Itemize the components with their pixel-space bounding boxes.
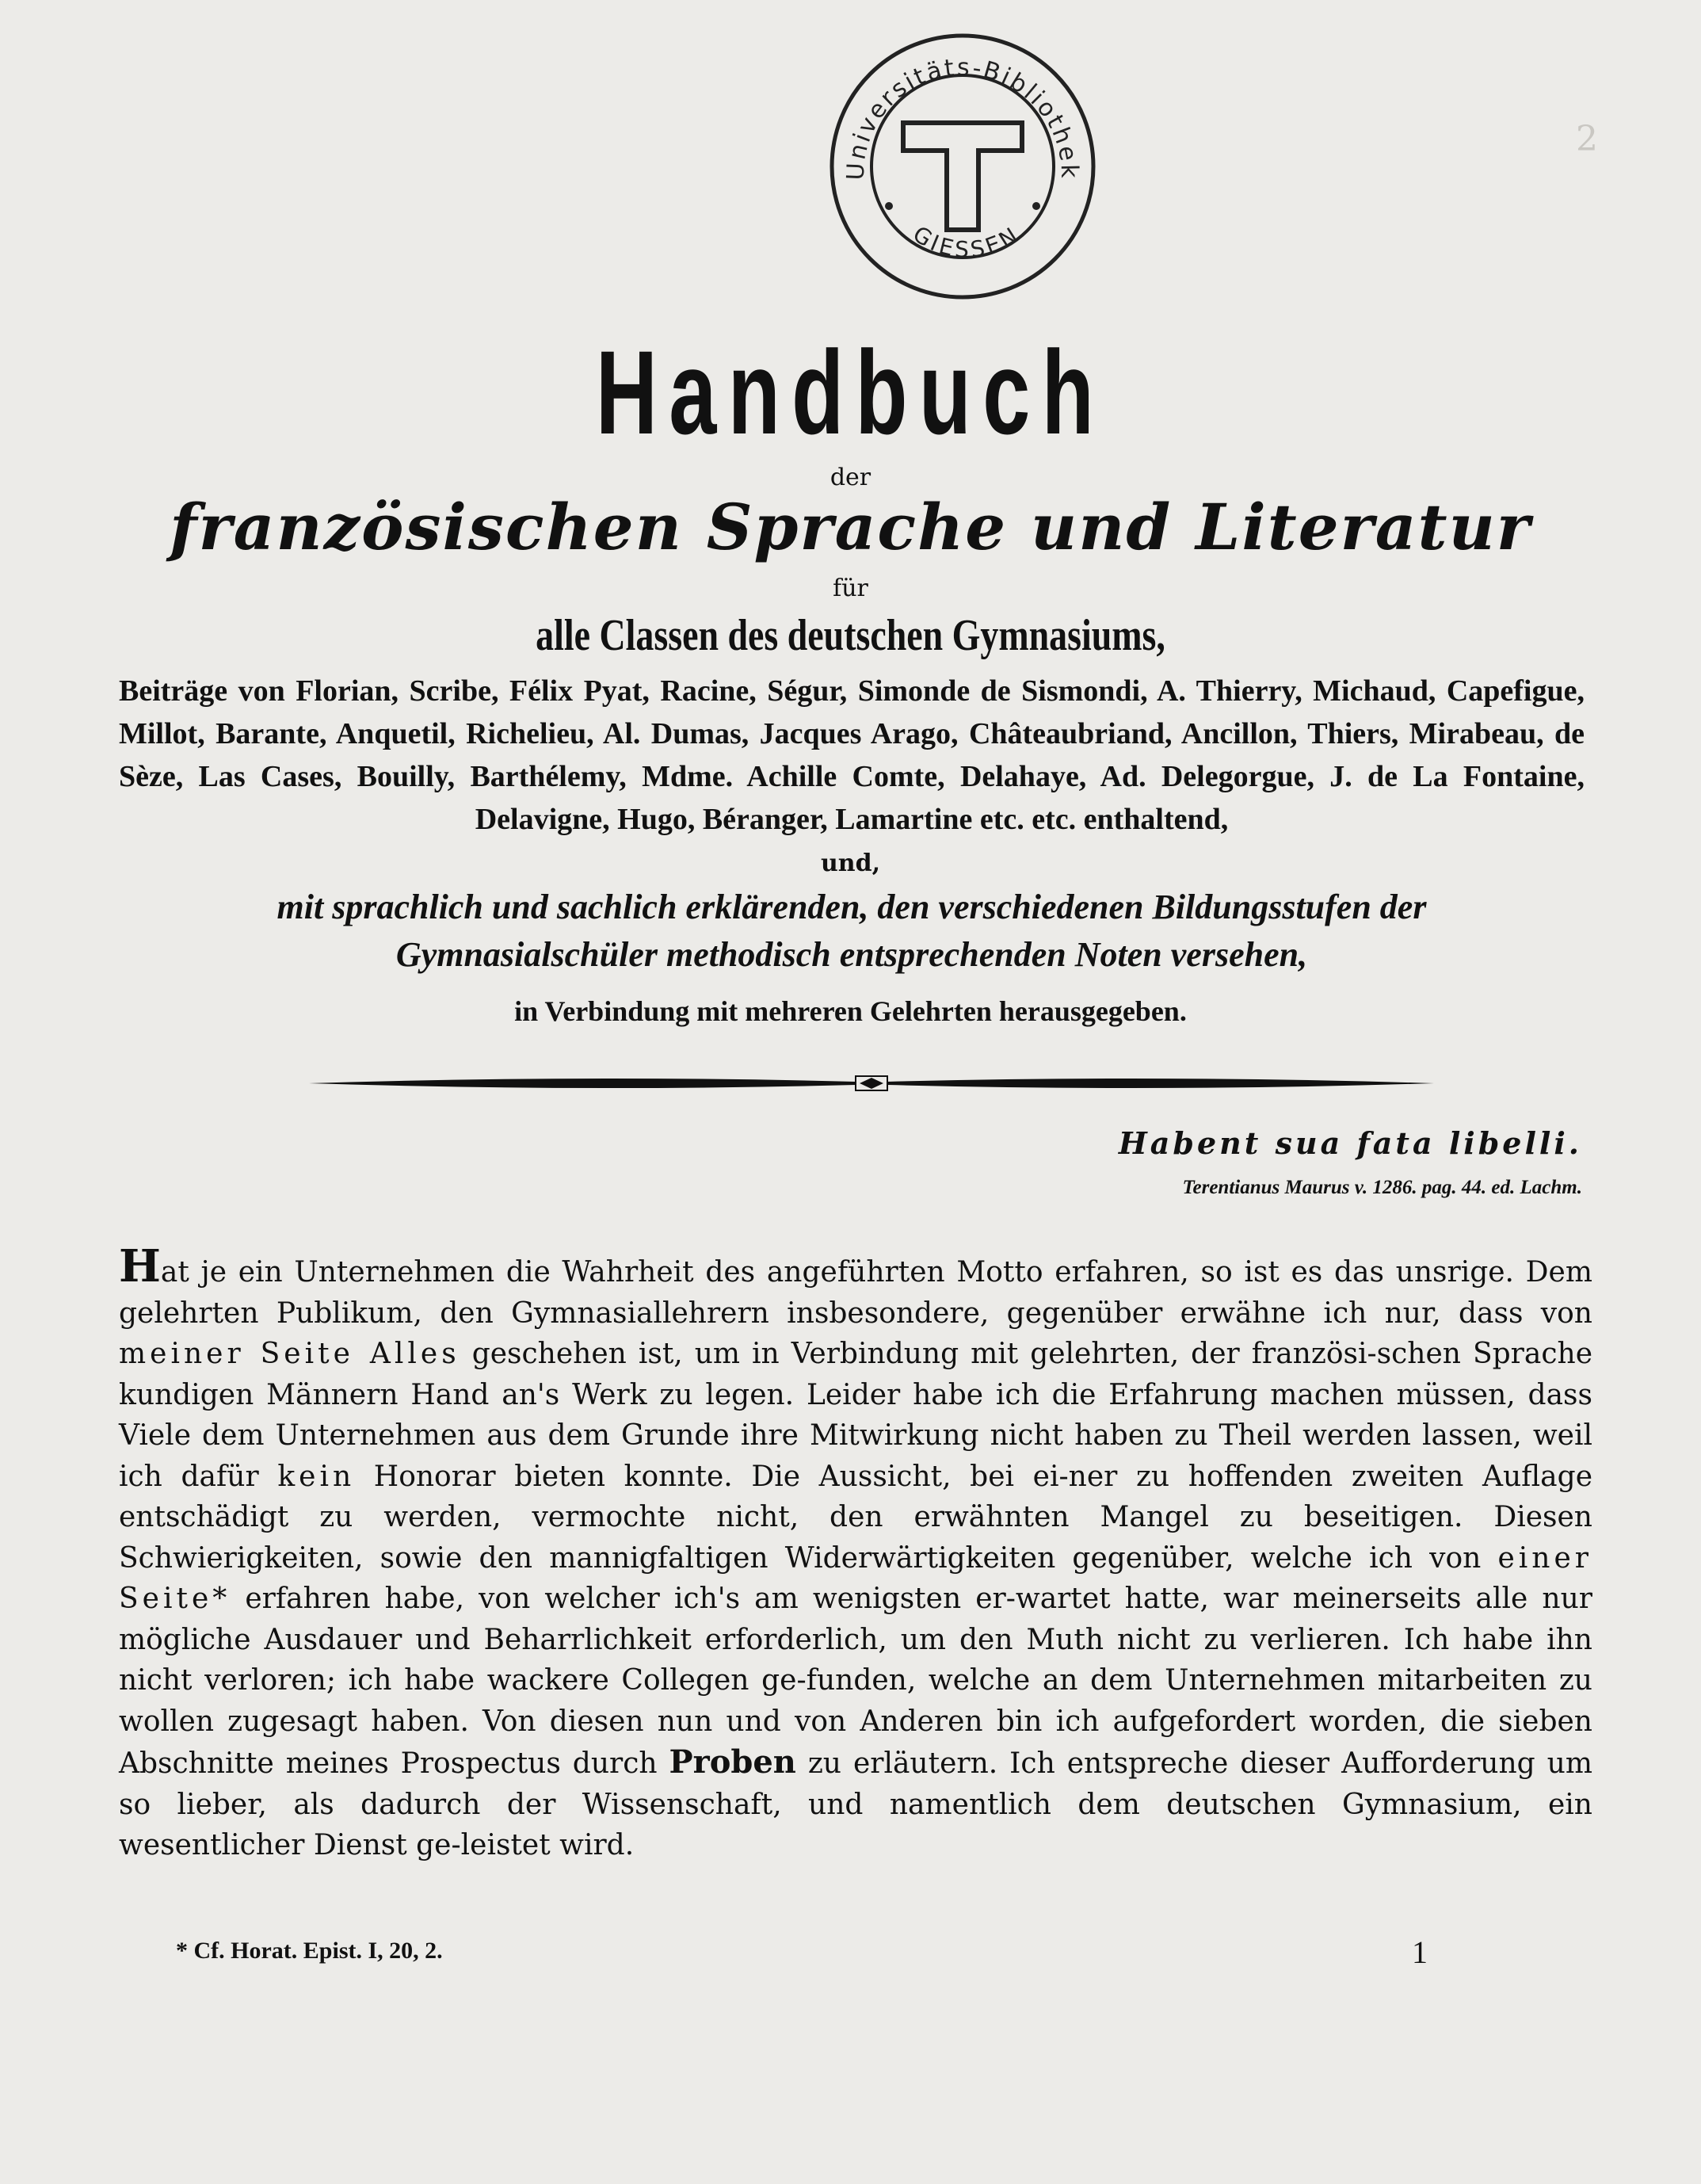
body-text-4: erfahren habe, von welcher ich's am wenigsten er-wartet hatte, war meinerseits alle nur mögliche Ausdauer und Beharrlichkeit erforderlich, um den Muth nicht zu verlieren. Ich habe ihn nicht verloren; ich habe wackere Collegen ge-funden, welche an dem Unternehmen mitarbeiten zu wollen zugesagt haben. Von diesen nun und von Anderen bin ich aufgefordert worden, die sieben Abschnitte meines Prospectus durch — [119, 1583, 1592, 1780]
body-text-3: Honorar bieten konnte. Die Aussicht, bei ei-ner zu hoffenden zweiten Auflage entschädigt zu werden, vermochte nicht, den erwähnten Mangel zu beseitigen. Diesen Schwierigkeiten, sowie den mannigfaltigen Widerwärtigkeiten gegenüber, welche ich von — [119, 1460, 1592, 1575]
audience-line: alle Classen des deutschen Gymnasiums, — [536, 611, 1165, 660]
notes-description: mit sprachlich und sachlich erklärenden, den verschiedenen Bildungsstufen der Gymnasialschüler methodisch entsprechenden Noten versehen, — [277, 888, 1427, 974]
editor-note: in Verbindung mit mehreren Gelehrten herausgegeben. — [514, 995, 1187, 1027]
title-connector-der: der — [830, 464, 871, 491]
stamp-seal-icon — [816, 16, 1109, 309]
page-title: Handbuch — [595, 326, 1106, 459]
corner-mark: 2 — [1576, 119, 1598, 159]
body-paragraph — [119, 1240, 1592, 1866]
ornament-divider-icon — [309, 1071, 1434, 1095]
connector-und: und, — [820, 850, 881, 877]
body-emphasis-4: Proben — [669, 1743, 796, 1781]
body-emphasis-1: meiner Seite Alles — [119, 1338, 460, 1370]
body-emphasis-3: einer Seite* — [119, 1541, 1592, 1615]
subtitle: französischen Sprache und Literatur — [170, 490, 1531, 564]
title-connector-fuer: für — [833, 575, 868, 602]
body-text-5: zu erläutern. Ich entspreche dieser Aufforderung um so lieber, als dadurch der Wissenschaft, und namentlich dem deutschen Gymnasium, ein wesentlicher Dienst ge-leistet wird. — [119, 1747, 1592, 1861]
page-number: 1 — [1412, 1934, 1428, 1970]
drop-cap: H — [119, 1240, 161, 1292]
body-text-2: geschehen ist, um in Verbindung mit gelehrten, der französi-schen Sprache kundigen Männern Hand an's Werk zu legen. Leider habe ich die Erfahrung machen müssen, dass Viele dem Unternehmen aus dem Grunde ihre Mitwirkung nicht haben zu Theil werden lassen, weil ich dafür — [119, 1338, 1592, 1493]
body-text-1: at je ein Unternehmen die Wahrheit des angeführten Motto erfahren, so ist es das unsrige. Dem gelehrten Publikum, den Gymnasiallehrern insbesondere, gegenüber erwähne ich nur, dass von — [119, 1256, 1592, 1330]
svg-text:GIESSEN: GIESSEN — [908, 220, 1025, 263]
motto-source: Terentianus Maurus v. 1286. pag. 44. ed. Lachm. — [1182, 1177, 1582, 1198]
footnote: * Cf. Horat. Epist. I, 20, 2. — [176, 1938, 443, 1964]
authors-list: Beiträge von Florian, Scribe, Félix Pyat, Racine, Ségur, Simonde de Sismondi, A. Thierry, Michaud, Capefigue, Millot, Barante, Anquetil, Richelieu, Al. Dumas, Jacques Arago, Châteaubriand, Ancillon, Thiers, Mirabeau, de Sèze, Las Cases, Bouilly, Barthélemy, Mdme. Achille Comte, Delahaye, Ad. Delegorgue, J. de La Fontaine, Delavigne, Hugo, Béranger, Lamartine etc. etc. enthaltend, — [119, 674, 1585, 836]
svg-text:Universitäts-Bibliothek: Universitäts-Bibliothek — [841, 53, 1084, 181]
ornamental-rule — [309, 1071, 1434, 1095]
library-stamp — [816, 16, 1109, 309]
motto: Habent sua fata libelli. — [1118, 1125, 1582, 1161]
body-emphasis-2: kein — [277, 1460, 356, 1493]
